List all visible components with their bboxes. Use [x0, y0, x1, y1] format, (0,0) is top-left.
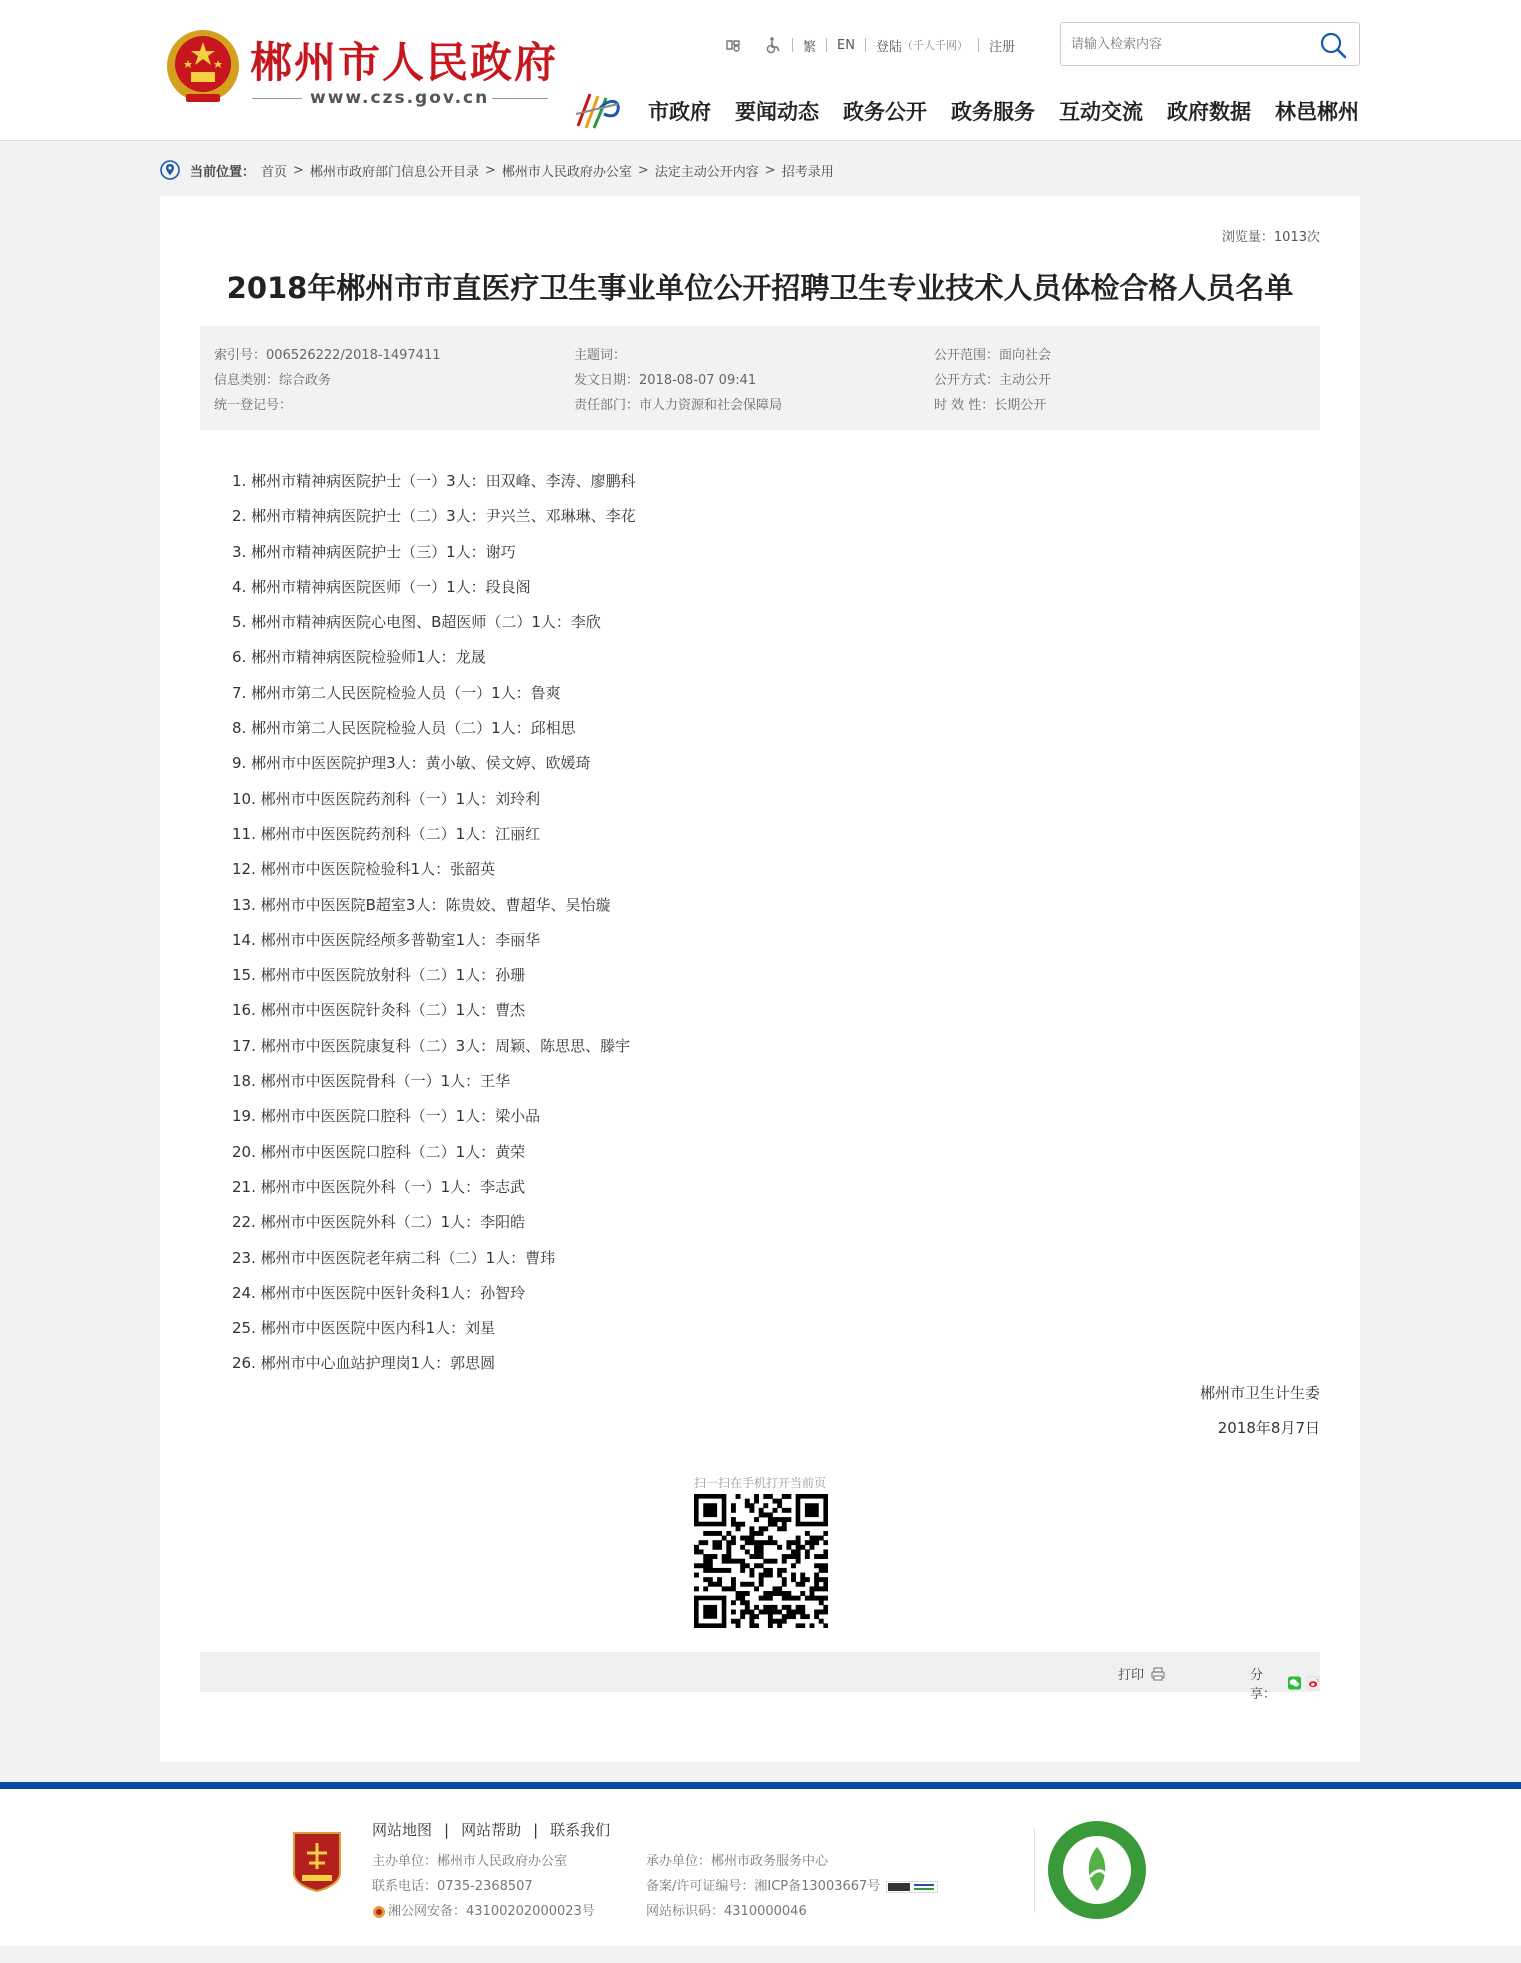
- list-item: 2. 郴州市精神病医院护士（二）3人：尹兴兰、邓琳琳、李花: [232, 507, 636, 526]
- list-item: 17. 郴州市中医医院康复科（二）3人：周颖、陈思思、滕宇: [232, 1036, 631, 1055]
- list-item: 20. 郴州市中医医院口腔科（二）1人：黄荣: [232, 1142, 526, 1161]
- separator: [792, 38, 793, 52]
- list-item: 14. 郴州市中医医院经颅多普勒室1人：李丽华: [232, 930, 541, 949]
- location-pin-icon: [160, 160, 180, 180]
- print-label: 打印: [1118, 1668, 1145, 1683]
- meta-publish-date: 发文日期：2018-08-07 09:41: [574, 373, 757, 388]
- traditional-chinese-link[interactable]: 繁: [803, 39, 817, 55]
- breadcrumb-label: 当前位置：: [190, 164, 256, 180]
- list-item: 12. 郴州市中医医院检验科1人：张韶英: [232, 860, 496, 879]
- login-link[interactable]: 登陆: [875, 39, 902, 55]
- meta-department: 责任部门：市人力资源和社会保障局: [574, 398, 783, 413]
- search-input[interactable]: [1071, 33, 1311, 55]
- search-box: [1060, 22, 1360, 66]
- meta-register-no: 统一登记号：: [214, 398, 293, 413]
- site-domain: www.czs.gov.cn: [310, 88, 490, 108]
- nav-item-city-government[interactable]: 市政府: [648, 100, 711, 124]
- party-government-badge-icon[interactable]: [290, 1829, 344, 1893]
- qr-caption: 扫一扫在手机打开当前页: [693, 1476, 826, 1490]
- article-content: [232, 464, 636, 1382]
- footer-host: 主办单位：郴州市人民政府办公室: [372, 1854, 568, 1869]
- print-button[interactable]: [1118, 1664, 1166, 1683]
- nav-item-government-services[interactable]: 政务服务: [951, 100, 1035, 124]
- national-emblem-icon[interactable]: [164, 26, 242, 108]
- list-item: 11. 郴州市中医医院药剂科（二）1人：江丽红: [232, 824, 541, 843]
- breadcrumb-separator: >: [484, 162, 496, 178]
- article-meta: [200, 326, 1320, 430]
- breadcrumb: [160, 158, 834, 182]
- footer-info-right: [646, 1849, 938, 1924]
- list-item: 21. 郴州市中医医院外科（一）1人：李志武: [232, 1177, 526, 1196]
- meta-category: 信息类别：综合政务: [214, 373, 332, 388]
- footer-link-sitemap[interactable]: 网站地图: [372, 1821, 433, 1839]
- separator: [978, 38, 979, 52]
- list-item: 15. 郴州市中医医院放射科（二）1人：孙珊: [232, 966, 526, 985]
- breadcrumb-separator: >: [293, 162, 304, 178]
- civilized-city-badge-icon[interactable]: [1046, 1819, 1148, 1921]
- footer-police[interactable]: 湘公网安备：43100202000023号: [388, 1904, 595, 1919]
- nav-item-interaction[interactable]: 互动交流: [1059, 100, 1143, 124]
- footer-links: [372, 1819, 610, 1840]
- search-icon[interactable]: [1319, 31, 1347, 59]
- cnzz-badge-icon[interactable]: [886, 1881, 938, 1893]
- view-count: 浏览量：1013次: [1221, 230, 1320, 245]
- list-item: 8. 郴州市第二人民医院检验人员（二）1人：邱相思: [232, 719, 576, 738]
- meta-method: 公开方式：主动公开: [934, 373, 1052, 388]
- article-date: 2018年8月7日: [1217, 1419, 1320, 1437]
- list-item: 6. 郴州市精神病医院检验师1人：龙晟: [232, 648, 486, 667]
- footer-bottom-strip: [0, 1946, 1521, 1963]
- list-item: 9. 郴州市中医医院护理3人：黄小敏、侯文婷、欧媛琦: [232, 754, 591, 773]
- article-card: [160, 196, 1360, 1762]
- footer-link-help[interactable]: 网站帮助: [461, 1821, 522, 1839]
- accessibility-wheelchair-icon[interactable]: [764, 36, 782, 54]
- footer-phone: 联系电话：0735-2368507: [372, 1879, 533, 1894]
- meta-validity: 时 效 性：长期公开: [934, 398, 1047, 413]
- city-logo-icon: [574, 90, 626, 132]
- list-item: 4. 郴州市精神病医院医师（一）1人：段良阁: [232, 577, 531, 596]
- list-item: 26. 郴州市中心血站护理岗1人：郭思圆: [232, 1354, 496, 1373]
- article-title: 2018年郴州市市直医疗卫生事业单位公开招聘卫生专业技术人员体检合格人员名单: [226, 271, 1294, 305]
- list-item: 23. 郴州市中医医院老年病二科（二）1人：曹玮: [232, 1248, 556, 1267]
- footer-site-id: 网站标识码：4310000046: [646, 1904, 807, 1919]
- footer-undertaker: 承办单位：郴州市政务服务中心: [646, 1854, 829, 1869]
- separator: |: [533, 1820, 539, 1839]
- list-item: 5. 郴州市精神病医院心电图、B超医师（二）1人：李欣: [232, 613, 601, 632]
- domain-line-left: [252, 98, 302, 99]
- accessibility-eye-icon[interactable]: [724, 36, 742, 54]
- list-item: 13. 郴州市中医医院B超室3人：陈贵姣、曹超华、吴怡璇: [232, 895, 611, 914]
- domain-line-right: [492, 98, 548, 99]
- footer-link-contact[interactable]: 联系我们: [550, 1821, 611, 1839]
- list-item: 19. 郴州市中医医院口腔科（一）1人：梁小品: [232, 1107, 541, 1126]
- share-group: [1250, 1664, 1320, 1702]
- register-link[interactable]: 注册: [988, 39, 1015, 55]
- site-header: [0, 0, 1521, 141]
- police-badge-icon: [372, 1905, 386, 1919]
- breadcrumb-recruitment[interactable]: 招考录用: [781, 164, 834, 180]
- printer-icon: [1150, 1666, 1166, 1682]
- nav-item-government-affairs-disclosure[interactable]: 政务公开: [843, 100, 927, 124]
- nav-item-government-data[interactable]: 政府数据: [1167, 100, 1251, 124]
- list-item: 10. 郴州市中医医院药剂科（一）1人：刘玲利: [232, 789, 541, 808]
- share-bar: [200, 1652, 1320, 1702]
- list-item: 7. 郴州市第二人民医院检验人员（一）1人：鲁爽: [232, 683, 561, 702]
- site-title[interactable]: 郴州市人民政府: [250, 38, 559, 87]
- site-domain-block: [252, 86, 548, 110]
- footer-icp[interactable]: 备案/许可证编号：湘ICP备13003667号: [646, 1879, 881, 1894]
- top-links: [724, 34, 1015, 56]
- list-item: 16. 郴州市中医医院针灸科（二）1人：曹杰: [232, 1001, 526, 1020]
- article-signature: 郴州市卫生计生委: [1199, 1384, 1320, 1402]
- site-footer: [0, 1782, 1521, 1946]
- footer-icp-row: [646, 1874, 938, 1899]
- separator: |: [444, 1820, 450, 1839]
- list-item: 18. 郴州市中医医院骨科（一）1人：王华: [232, 1072, 511, 1091]
- breadcrumb-home[interactable]: 首页: [261, 164, 288, 180]
- login-note: （千人千网）: [901, 39, 968, 52]
- breadcrumb-separator: >: [637, 162, 649, 178]
- nav-item-news[interactable]: 要闻动态: [735, 100, 819, 124]
- list-item: 24. 郴州市中医医院中医针灸科1人：孙智玲: [232, 1283, 526, 1302]
- list-item: 22. 郴州市中医医院外科（二）1人：李阳皓: [232, 1213, 526, 1232]
- nav-item-linyi-chenzhou[interactable]: 林邑郴州: [1275, 100, 1359, 124]
- list-item: 25. 郴州市中医医院中医内科1人：刘星: [232, 1319, 496, 1338]
- weibo-icon[interactable]: [1307, 1675, 1320, 1691]
- footer-divider: [1034, 1829, 1035, 1913]
- footer-info-left: [372, 1849, 595, 1924]
- qr-code-icon: [694, 1494, 828, 1628]
- meta-subject: 主题词：: [574, 348, 627, 363]
- meta-scope: 公开范围：面向社会: [934, 348, 1052, 363]
- english-link[interactable]: EN: [837, 37, 855, 53]
- breadcrumb-directory[interactable]: 郴州市政府部门信息公开目录: [309, 164, 479, 180]
- meta-index-no: 索引号：006526222/2018-1497411: [214, 348, 441, 363]
- share-label: 分享：: [1250, 1668, 1277, 1702]
- main-nav: [648, 96, 1359, 126]
- breadcrumb-separator: >: [764, 162, 776, 178]
- list-item: 1. 郴州市精神病医院护士（一）3人：田双峰、李涛、廖鹏科: [232, 472, 636, 490]
- breadcrumb-content[interactable]: 法定主动公开内容: [654, 164, 759, 180]
- list-item: 3. 郴州市精神病医院护士（三）1人：谢巧: [232, 542, 516, 561]
- wechat-icon[interactable]: [1288, 1675, 1301, 1691]
- separator: [865, 38, 866, 52]
- separator: [826, 38, 827, 52]
- footer-police-row: [372, 1899, 595, 1924]
- breadcrumb-office[interactable]: 郴州市人民政府办公室: [501, 164, 632, 180]
- article-signature-block: [1200, 1376, 1320, 1446]
